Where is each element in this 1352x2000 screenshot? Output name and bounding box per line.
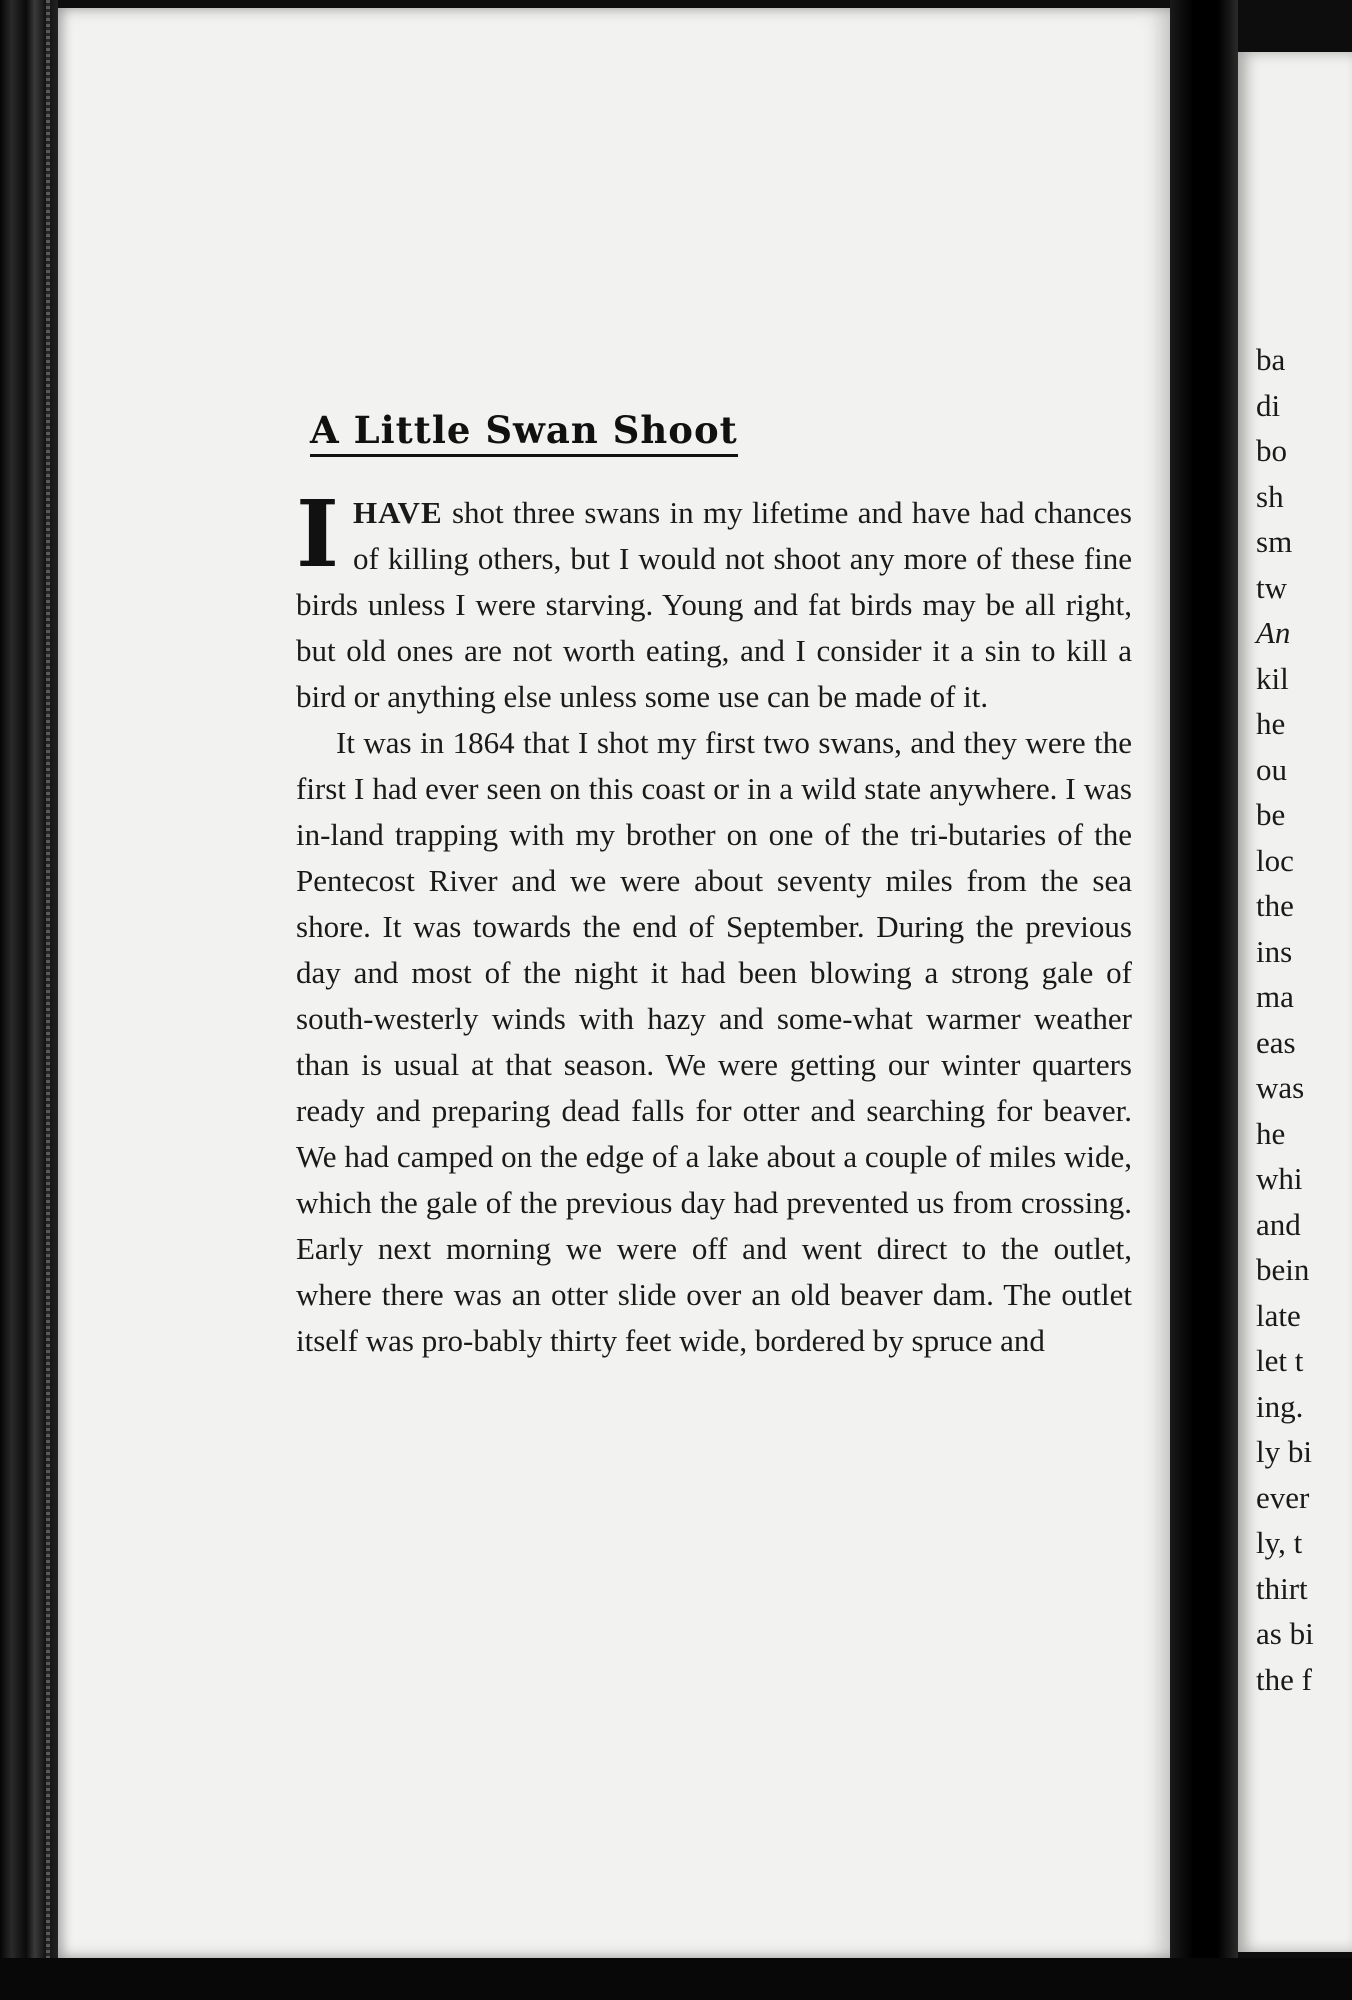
right-page-line: let t (1256, 1343, 1304, 1378)
right-page-line: An (1256, 615, 1291, 650)
page-edges (46, 0, 50, 2000)
right-page-line: bein (1256, 1252, 1310, 1287)
right-page-line: di (1256, 387, 1281, 423)
right-page-line: kil (1256, 660, 1289, 696)
right-page-line: loc (1256, 842, 1294, 878)
right-page-line: ly bi (1256, 1434, 1312, 1469)
right-page-line: ing. (1256, 1388, 1304, 1424)
right-page-line: be (1256, 797, 1286, 832)
right-page-line: ever (1256, 1479, 1310, 1515)
paragraph-1 (296, 480, 1132, 720)
paragraph-2: It was in 1864 that I shot my first two swans, and they were the first I had ever seen on this coast or in a wild state anywhere. I was in-land trapping with my brother on one of the tri-butaries of the Pentecost River and we were about seventy miles from the sea shore. It was towards the end of September. During the previous day and most of the night it had been blowing a strong gale of south-westerly winds with hazy and some-what warmer weather than is usual at that season. We were getting our winter quarters ready and preparing dead falls for otter and searching for beaver. We had camped on the edge of a lake about a couple of miles wide, which the gale of the previous day had prevented us from crossing. Early next morning we were off and went direct to the outlet, where there was an otter slide over an old beaver dam. The outlet itself was pro-bably thirty feet wide, bordered by spruce and (296, 725, 1132, 1358)
right-page-line: ba (1256, 342, 1286, 377)
right-page-line: thirt (1256, 1570, 1308, 1606)
scan-bottom-border (0, 1958, 1352, 2000)
right-page-line: ins (1256, 933, 1293, 969)
right-page-line: the f (1256, 1661, 1312, 1697)
right-page-line: the (1256, 888, 1294, 923)
right-page-line: late (1256, 1297, 1301, 1333)
right-page-line: ma (1256, 979, 1294, 1014)
right-page-line: bo (1256, 433, 1287, 468)
drop-cap: I (296, 480, 340, 588)
book-gutter (1170, 0, 1238, 2000)
body-text (296, 480, 1132, 1364)
right-page (1238, 52, 1352, 1952)
right-page-line: sh (1256, 478, 1284, 514)
right-page-line: tw (1256, 569, 1287, 605)
right-page-line: was (1256, 1070, 1305, 1105)
right-page-line: ou (1256, 751, 1287, 787)
right-page-text-fragments (1256, 337, 1314, 1702)
right-page-line: and (1256, 1206, 1301, 1242)
right-page-line: eas (1256, 1024, 1296, 1060)
right-page-line: whi (1256, 1161, 1303, 1196)
paragraph-1-text: shot three swans in my lifetime and have had chances of killing others, but I would not shoot any more of these fine birds unless I were starving. Young and fat birds may be all right, but old ones are not worth eating, and I consider it a sin to kill a bird or anything else unless some use can be made of it. (296, 495, 1132, 714)
right-page-line: as bi (1256, 1616, 1314, 1651)
right-page-line: he (1256, 1115, 1286, 1151)
right-page-line: ly, t (1256, 1525, 1303, 1560)
book-binding-left (0, 0, 58, 2000)
opening-smallcaps: HAVE (353, 495, 443, 530)
chapter-title: A Little Swan Shoot (310, 408, 738, 457)
right-page-line: he (1256, 706, 1286, 741)
right-page-line: sm (1256, 524, 1293, 559)
